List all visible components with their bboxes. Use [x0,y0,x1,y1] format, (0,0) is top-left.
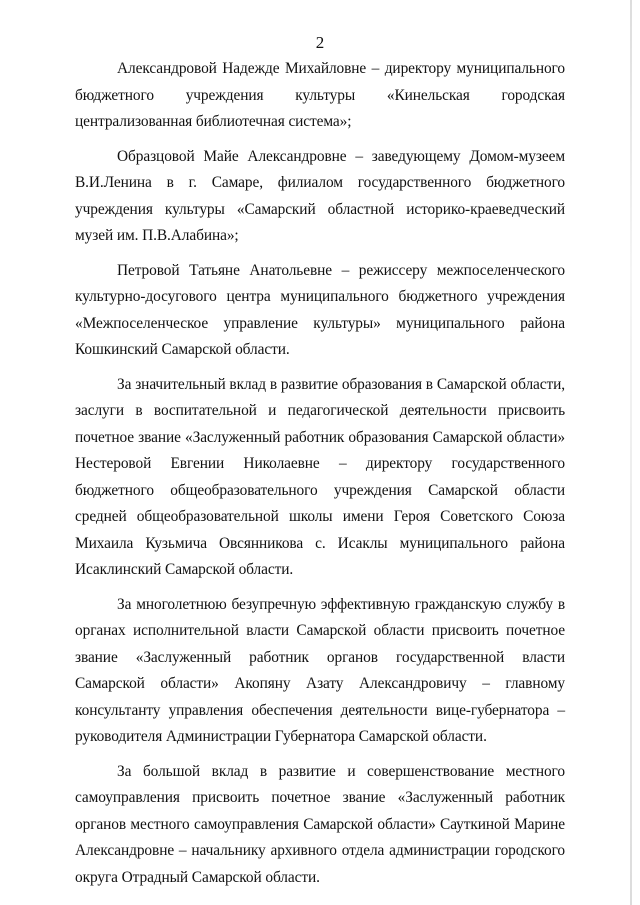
paragraph-obraztsova: Образцовой Майе Александровне – заведующему Домом-музеем В.И.Ленина в г. Самаре, филиалом государственного бюджетного учреждения культуры «Самарский областной историко-краеведческий музей им. П.В.Алабина»; [75,147,565,244]
scan-edge-mark [630,0,632,905]
paragraph-education-award: За значительный вклад в развитие образования в Самарской области, заслуги в воспитательной и педагогической деятельности присвоить почетное звание «Заслуженный работник образования Самарской области» Нестеровой Евгении Николаевне – директору государственного бюджетного общеобразовательного учреждения Самарской области средней общеобразовательной школы имени Героя Советского Союза Михаила Кузьмича Овсянникова с. Исаклы муниципального района Исаклинский Самарской области. [75,375,565,578]
document-body [75,56,565,899]
paragraph-local-government-award: За большой вклад в развитие и совершенствование местного самоуправления присвоить почетное звание «Заслуженный работник органов местного самоуправления Самарской области» Сауткиной Марине Александровне – начальнику архивного отдела администрации городского округа Отрадный Самарской области. [75,762,565,886]
page-number: 2 [315,33,325,52]
paragraph-civil-service-award: За многолетнюю безупречную эффективную гражданскую службу в органах исполнительной власти Самарской области присвоить почетное звание «Заслуженный работник органов государственной власти Самарской области» Акопяну Азату Александровичу – главному консультанту управления обеспечения деятельности вице-губернатора – руководителя Администрации Губернатора Самарской области. [75,595,565,745]
paragraph-petrova: Петровой Татьяне Анатольевне – режиссеру межпоселенческого культурно-досугового центра муниципального бюджетного учреждения «Межпоселенческое управление культуры» муниципального района Кошкинский Самарской области. [75,261,565,358]
paragraph-aleksandrova: Александровой Надежде Михайловне – директору муниципального бюджетного учреждения культуры «Кинельская городская централизованная библиотечная система»; [75,60,565,130]
